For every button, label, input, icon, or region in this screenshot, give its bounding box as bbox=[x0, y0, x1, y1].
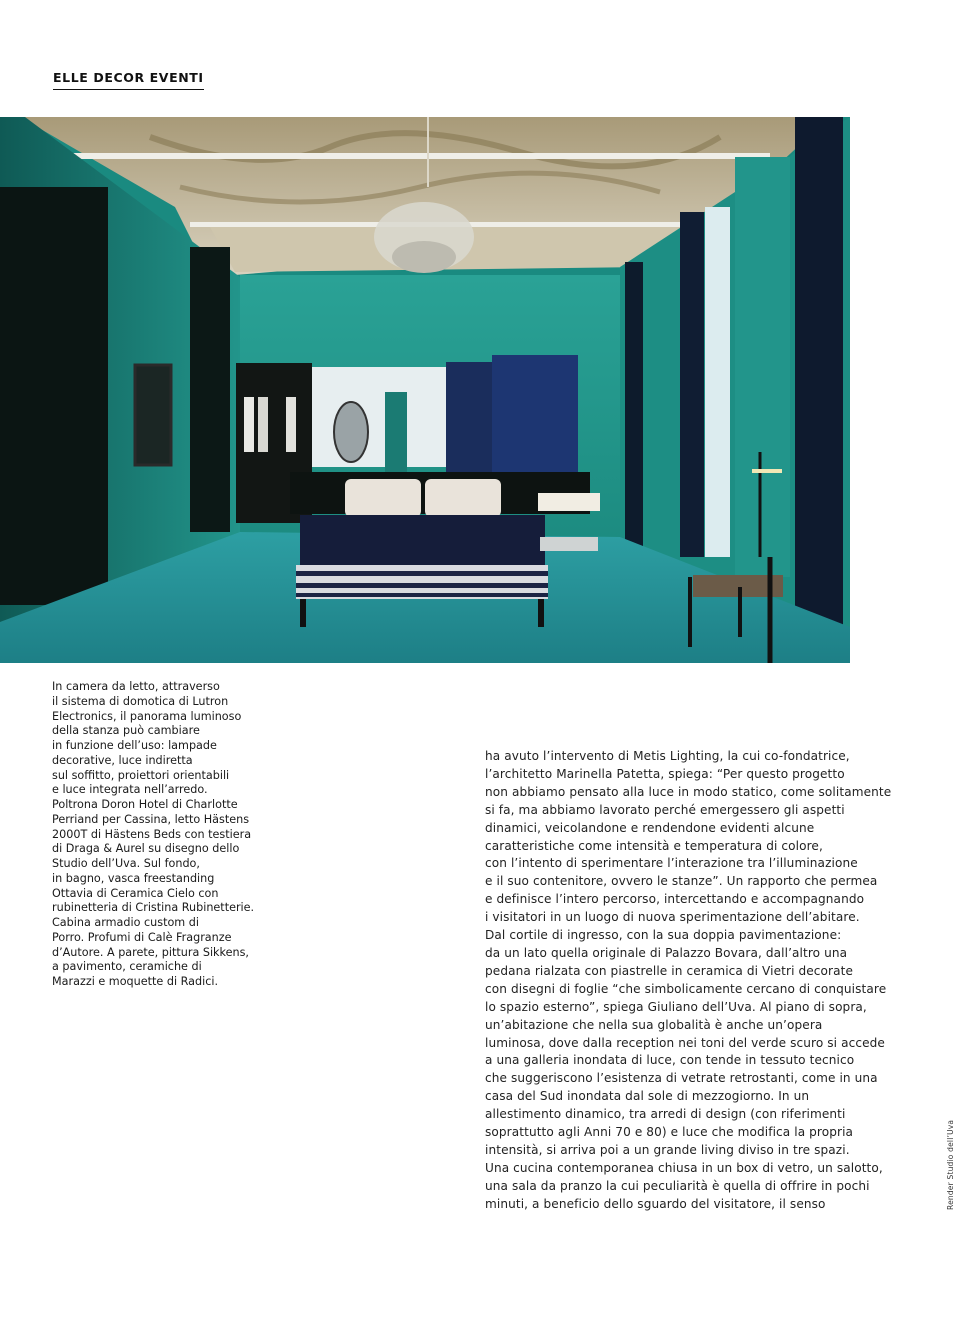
article-line: lo spazio esterno”, spiega Giuliano dell’Uva. Al piano di sopra, bbox=[485, 999, 867, 1014]
section-label: ELLE DECOR EVENTI bbox=[53, 70, 204, 90]
article-line: non abbiamo pensato alla luce in modo statico, come solitamente bbox=[485, 784, 892, 799]
article-line: e il suo contenitore, ovvero le stanze”. Un rapporto che permea bbox=[485, 874, 878, 889]
article-line: luminosa, dove dalla reception nei toni del verde scuro si accede bbox=[485, 1035, 885, 1050]
caption-line: di Draga & Aurel su disegno dello bbox=[52, 842, 240, 856]
article-line: che suggeriscono l’esistenza di vetrate retrostanti, come in una bbox=[485, 1071, 878, 1086]
article-line: con disegni di foglie “che simbolicamente cercano di conquistare bbox=[485, 981, 887, 996]
caption-line: sul soffitto, proiettori orientabili bbox=[52, 768, 230, 782]
caption-line: Porro. Profumi di Calè Fragranze bbox=[52, 930, 232, 944]
photo-credit: Render Studio dell’Uva bbox=[946, 1119, 955, 1210]
caption-line: Marazzi e moquette di Radici. bbox=[52, 975, 219, 988]
caption-line: in bagno, vasca freestanding bbox=[52, 871, 215, 885]
article-line: Dal cortile di ingresso, con la sua doppia pavimentazione: bbox=[485, 928, 842, 943]
caption-line: Poltrona Doron Hotel di Charlotte bbox=[52, 798, 238, 811]
article-line: Una cucina contemporanea chiusa in un box di vetro, un salotto, bbox=[485, 1160, 883, 1175]
article-line: si fa, ma abbiamo lavorato perché emergessero gli aspetti bbox=[485, 802, 845, 817]
article-line: i visitatori in un luogo di nuova sperimentazione dell’abitare. bbox=[485, 910, 860, 925]
article-line: dinamici, veicolandone e rendendone evidenti alcune bbox=[485, 820, 815, 835]
bedroom-render-photo bbox=[0, 117, 850, 663]
caption-line: d’Autore. A parete, pittura Sikkens, bbox=[52, 945, 249, 959]
caption-line: decorative, luce indiretta bbox=[52, 753, 193, 767]
caption-line: In camera da letto, attraverso bbox=[52, 680, 220, 693]
article-line: l’architetto Marinella Patetta, spiega: “Per questo progetto bbox=[485, 766, 845, 781]
article-line: con l’intento di sperimentare l’interazione tra l’illuminazione bbox=[485, 856, 858, 871]
article-line: e definisce l’intero percorso, intercettando e accompagnando bbox=[485, 892, 865, 907]
article-line: minuti, a beneficio dello sguardo del visitatore, il senso bbox=[485, 1196, 826, 1211]
article-line: intensità, si arriva poi a un grande living diviso in tre spazi. bbox=[485, 1142, 850, 1157]
caption-line: 2000T di Hästens Beds con testiera bbox=[52, 827, 252, 841]
article-line: pedana rialzata con piastrelle in ceramica di Vietri decorate bbox=[485, 963, 854, 978]
article-line: a una galleria inondata di luce, con tende in tessuto tecnico bbox=[485, 1053, 855, 1068]
article-line: soprattutto agli Anni 70 e 80) e luce che modifica la propria bbox=[485, 1125, 854, 1140]
caption-line: Cabina armadio custom di bbox=[52, 916, 199, 929]
caption-line: Perriand per Cassina, letto Hästens bbox=[52, 812, 250, 826]
article-body bbox=[485, 748, 915, 1214]
caption-line: il sistema di domotica di Lutron bbox=[52, 694, 229, 708]
caption-line: Studio dell’Uva. Sul fondo, bbox=[52, 857, 200, 870]
caption-line: della stanza può cambiare bbox=[52, 724, 200, 738]
caption-line: e luce integrata nell’arredo. bbox=[52, 783, 208, 797]
caption-line: rubinetteria di Cristina Rubinetterie. bbox=[52, 901, 255, 915]
caption-line: Electronics, il panorama luminoso bbox=[52, 709, 242, 723]
caption-line: a pavimento, ceramiche di bbox=[52, 960, 202, 974]
article-line: un’abitazione che nella sua globalità è anche un’opera bbox=[485, 1017, 823, 1032]
photo-caption bbox=[52, 680, 267, 990]
article-line: da un lato quella originale di Palazzo Bovara, dall’altro una bbox=[485, 945, 848, 960]
caption-line: Ottavia di Ceramica Cielo con bbox=[52, 886, 219, 900]
caption-line: in funzione dell’uso: lampade bbox=[52, 739, 217, 752]
article-line: casa del Sud inondata dal sole di mezzogiorno. In un bbox=[485, 1089, 810, 1104]
article-line: una sala da pranzo la cui peculiarità è quella di offrire in pochi bbox=[485, 1178, 870, 1193]
article-line: allestimento dinamico, tra arredi di design (con riferimenti bbox=[485, 1107, 846, 1122]
article-line: ha avuto l’intervento di Metis Lighting, la cui co-fondatrice, bbox=[485, 749, 850, 763]
article-line: caratteristiche come intensità e temperatura di colore, bbox=[485, 838, 823, 853]
